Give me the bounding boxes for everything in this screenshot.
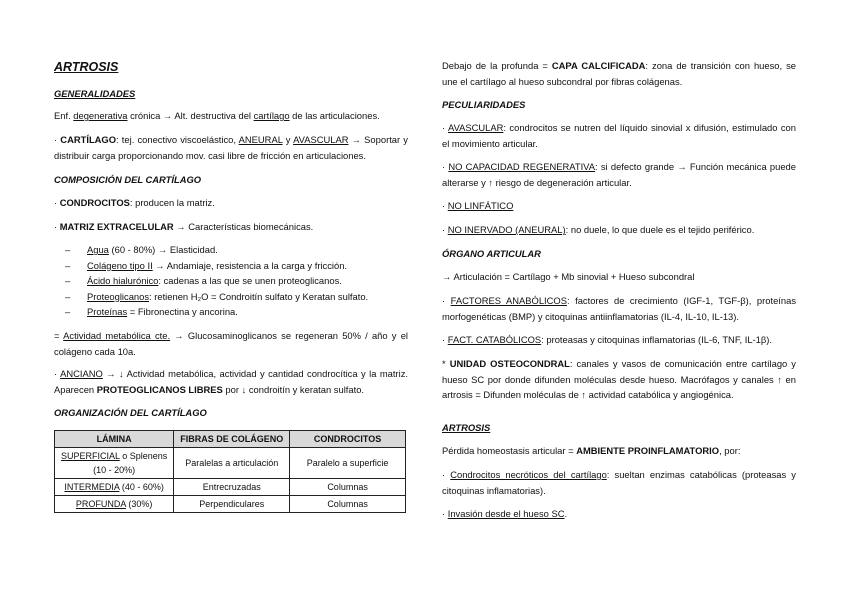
text: : tej. conectivo viscoelástico, bbox=[116, 134, 239, 145]
table-cell: Paralelas a articulación bbox=[174, 448, 290, 479]
capa-calcificada-paragraph bbox=[442, 58, 796, 89]
text: (40 - 60%) bbox=[119, 482, 164, 492]
underlined-term: Ácido hialurónico bbox=[87, 275, 159, 287]
list-item bbox=[54, 258, 368, 274]
table-cell bbox=[55, 479, 174, 496]
column-header: FIBRAS DE COLÁGENO bbox=[174, 431, 290, 448]
text: Debajo de la profunda = bbox=[442, 60, 552, 71]
text: → Andamiaje, resistencia a la carga y fricción. bbox=[152, 259, 348, 271]
heading-organo-articular: ÓRGANO ARTICULAR bbox=[442, 248, 541, 259]
condrocitos-necroticos-paragraph bbox=[442, 467, 796, 498]
text: * bbox=[442, 358, 450, 369]
heading-peculiaridades: PECULIARIDADES bbox=[442, 99, 526, 110]
underlined-term: Actividad metabólica cte. bbox=[63, 330, 171, 341]
underlined-term: degenerativa bbox=[73, 110, 128, 121]
underlined-term: AVASCULAR bbox=[293, 134, 349, 145]
table-cell: Columnas bbox=[290, 479, 406, 496]
articulacion-line: → Articulación = Cartílago + Mb sinovial + Hueso subcondral bbox=[442, 271, 695, 282]
text: de las articulaciones. bbox=[289, 110, 380, 121]
bold-term: CONDROCITOS bbox=[59, 197, 130, 208]
underlined-term: ANEURAL bbox=[238, 134, 283, 145]
text: crónica → Alt. destructiva del bbox=[127, 110, 254, 121]
text: , por: bbox=[719, 445, 741, 456]
generalidades-paragraph-1 bbox=[54, 108, 408, 124]
table-cell: Paralelo a superficie bbox=[290, 448, 406, 479]
list-item bbox=[54, 304, 368, 320]
table-row bbox=[55, 479, 406, 496]
bold-term: AMBIENTE PROINFLAMATORIO bbox=[576, 445, 720, 456]
underlined-term: FACT. CATABÓLICOS bbox=[447, 334, 542, 345]
text: . bbox=[564, 508, 568, 519]
table-cell bbox=[55, 448, 174, 479]
text: = Fibronectina y ancorina. bbox=[127, 306, 238, 318]
factores-catabolicos-paragraph bbox=[442, 332, 796, 348]
text: : condrocitos se nutren del líquido sinovial x difusión, estimulado con el movimiento articular. bbox=[442, 122, 796, 149]
text: : factores de crecimiento (IGF-1, TGF-β), proteínas morfogenéticas (BMP) y citoquinas antiinflamatorias (IL-4, IL-10, IL-13). bbox=[442, 295, 797, 322]
text: o Splenens (10 - 20%) bbox=[93, 451, 168, 475]
text: : retienen H₂O = Condroitín sulfato y Keratan sulfato. bbox=[149, 290, 369, 302]
text: = bbox=[54, 330, 64, 341]
bold-term: UNIDAD OSTEOCONDRAL bbox=[449, 358, 570, 369]
text: → Glucosaminoglicanos se regeneran 50% / año y el colágeno cada 10a. bbox=[54, 330, 408, 357]
text: · bbox=[54, 368, 61, 379]
unidad-osteocondral-paragraph bbox=[442, 356, 796, 403]
text: · bbox=[54, 134, 61, 145]
underlined-term: NO CAPACIDAD REGENERATIVA bbox=[448, 161, 595, 172]
text: · bbox=[442, 469, 451, 480]
text: : sueltan enzimas catabólicas (proteasas y citoquinas inflamatorias). bbox=[442, 469, 796, 496]
text: : si defecto grande → Función mecánica puede alterarse y ↑ riesgo de degeneración articular. bbox=[442, 161, 796, 188]
table-cell: Entrecruzadas bbox=[174, 479, 290, 496]
column-header: CONDROCITOS bbox=[290, 431, 406, 448]
actividad-metabolica-paragraph bbox=[54, 328, 408, 359]
text: · bbox=[442, 334, 448, 345]
matriz-line bbox=[54, 219, 408, 235]
table-cell: Perpendiculares bbox=[174, 496, 290, 513]
table-cell: Columnas bbox=[290, 496, 406, 513]
list-item bbox=[54, 289, 368, 305]
list-item bbox=[54, 242, 368, 258]
avascular-paragraph bbox=[442, 120, 796, 151]
anciano-paragraph bbox=[54, 366, 408, 397]
column-header: LÁMINA bbox=[55, 431, 174, 448]
factores-anabolicos-paragraph bbox=[442, 293, 796, 324]
text: · bbox=[442, 200, 448, 211]
bold-term: PROTEOGLICANOS LIBRES bbox=[96, 383, 223, 395]
linfatico-line bbox=[442, 198, 796, 214]
heading-organizacion: ORGANIZACIÓN DEL CARTÍLAGO bbox=[54, 407, 207, 418]
underlined-term: cartílago bbox=[253, 110, 290, 121]
text: · bbox=[442, 122, 449, 133]
bold-term: CAPA CALCIFICADA bbox=[551, 60, 646, 71]
underlined-term: Colágeno tipo II bbox=[87, 259, 153, 271]
table-cell bbox=[55, 496, 174, 513]
text: y bbox=[282, 134, 294, 145]
underlined-term: Agua bbox=[87, 244, 109, 255]
invasion-hueso-line bbox=[442, 506, 796, 522]
text: (60 - 80%) → Elasticidad. bbox=[108, 244, 218, 255]
bold-term: MATRIZ EXTRACELULAR bbox=[59, 221, 174, 232]
text: Enf. bbox=[54, 110, 74, 121]
table-row bbox=[55, 496, 406, 513]
text: · bbox=[442, 224, 448, 235]
underlined-term: Proteoglicanos bbox=[87, 290, 150, 302]
text: · bbox=[442, 295, 451, 306]
text: : producen la matriz. bbox=[129, 197, 215, 208]
text: · bbox=[54, 197, 60, 208]
bold-term: CARTÍLAGO bbox=[60, 134, 117, 145]
underlined-term: Condrocitos necróticos del cartílago bbox=[450, 469, 607, 480]
document-title: ARTROSIS bbox=[54, 60, 119, 74]
text: por ↓ condroitín y keratan sulfato. bbox=[222, 383, 365, 395]
underlined-term: AVASCULAR bbox=[448, 122, 504, 133]
text: : no duele, lo que duele es el tejido periférico. bbox=[565, 224, 755, 235]
underlined-term: ANCIANO bbox=[60, 368, 103, 379]
cartilage-layers-table bbox=[54, 430, 406, 513]
text: · bbox=[442, 508, 448, 519]
condrocitos-line bbox=[54, 195, 408, 211]
underlined-term: NO LINFÁTICO bbox=[447, 200, 514, 211]
text: : proteasas y citoquinas inflamatorias (IL-6, TNF, IL-1β). bbox=[541, 334, 772, 345]
text: (30%) bbox=[125, 499, 153, 509]
inervado-line bbox=[442, 222, 796, 238]
underlined-term: NO INERVADO (ANEURAL) bbox=[447, 224, 566, 235]
text: → Soportar y distribuir carga proporcionando mov. casi libre de fricción en articulaciones. bbox=[54, 134, 408, 161]
heading-artrosis: ARTROSIS bbox=[442, 422, 491, 433]
text: → Características biomecánicas. bbox=[173, 221, 314, 232]
underlined-term: FACTORES ANABÓLICOS bbox=[450, 295, 567, 306]
text: Pérdida homeostasis articular = bbox=[442, 445, 577, 456]
text: : canales y vasos de comunicación entre cartílago y hueso SC por donde difunden moléculas desde hueso. Macrófagos y canales ↑ en artrosis = Difunden moléculas de ↑ actividad catabólica y angiogénica. bbox=[442, 358, 796, 400]
underlined-term: PROFUNDA bbox=[75, 499, 126, 509]
text: · bbox=[442, 161, 449, 172]
underlined-term: INTERMEDIA bbox=[64, 482, 120, 492]
text: · bbox=[54, 221, 60, 232]
matriz-components-list bbox=[54, 242, 368, 320]
underlined-term: SUPERFICIAL bbox=[61, 451, 120, 461]
text: : cadenas a las que se unen proteoglicanos. bbox=[158, 275, 342, 287]
table-row bbox=[55, 448, 406, 479]
regenerativa-paragraph bbox=[442, 159, 796, 190]
text: : zona de transición con hueso, se une el cartílago al hueso subcondral por fibras colágenas. bbox=[442, 60, 796, 87]
heading-composicion: COMPOSICIÓN DEL CARTÍLAGO bbox=[54, 174, 202, 185]
heading-generalidades: GENERALIDADES bbox=[54, 88, 136, 99]
underlined-term: Invasión desde el hueso SC bbox=[447, 508, 565, 519]
table-header-row bbox=[55, 431, 406, 448]
underlined-term: Proteínas bbox=[87, 306, 128, 318]
perdida-homeostasis-line bbox=[442, 443, 796, 459]
text: → ↓ Actividad metabólica, actividad y cantidad condrocítica y la matriz. Aparecen bbox=[54, 368, 409, 395]
list-item bbox=[54, 273, 368, 289]
generalidades-paragraph-2 bbox=[54, 132, 408, 163]
